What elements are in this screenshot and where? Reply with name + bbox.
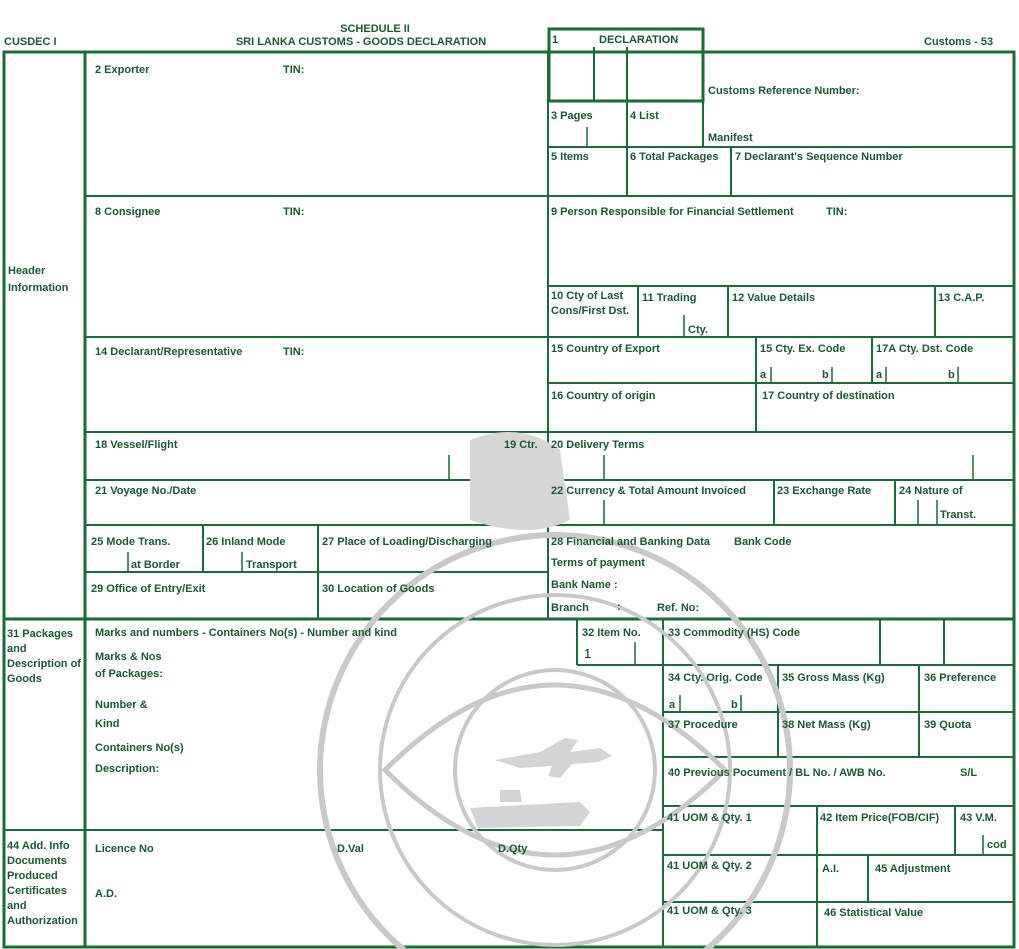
- declarant-label: 14 Declarant/Representative: [95, 346, 243, 358]
- country-origin-label: 16 Country of origin: [551, 390, 656, 402]
- mode-trans-label: 25 Mode Trans.: [91, 536, 171, 548]
- exporter-tin-label: TIN:: [283, 64, 305, 76]
- gross-mass-label: 35 Gross Mass (Kg): [782, 672, 885, 684]
- delivery-terms-label: 20 Delivery Terms: [551, 439, 645, 451]
- dst-code-b: b: [948, 369, 955, 381]
- licence-no-label: Licence No: [95, 843, 154, 855]
- consignee-tin-label: TIN:: [283, 206, 305, 218]
- ex-code-b: b: [822, 369, 829, 381]
- ai-label: A.I.: [822, 863, 840, 875]
- pages-label: 3 Pages: [551, 110, 593, 122]
- form-code: CUSDEC I: [4, 36, 57, 48]
- ex-code-a: a: [760, 369, 767, 381]
- vm-label: 43 V.M.: [960, 812, 997, 824]
- ad-label: A.D.: [95, 888, 117, 900]
- cty-last-label: 10 Cty of Last: [551, 290, 624, 302]
- add-info-label: 44 Add. Info Documents Produced Certificates and Authorization: [7, 840, 78, 927]
- country-destination-label: 17 Country of destination: [762, 390, 895, 402]
- schedule-label: SCHEDULE II: [340, 23, 410, 35]
- item-no-value: 1: [584, 646, 592, 661]
- declarant-tin-label: TIN:: [283, 346, 305, 358]
- procedure-label: 37 Procedure: [668, 719, 738, 731]
- uom-qty-2-label: 41 UOM & Qty. 2: [667, 860, 752, 872]
- trading-cty-label: Cty.: [688, 324, 708, 336]
- adjustment-label: 45 Adjustment: [875, 863, 951, 875]
- ref-no-label: Ref. No:: [657, 602, 700, 614]
- value-details-label: 12 Value Details: [732, 292, 816, 304]
- number-kind-label: Number &: [95, 699, 148, 711]
- cons-first-dst-label: Cons/First Dst.: [551, 305, 630, 317]
- manifest-label: Manifest: [708, 132, 753, 144]
- previous-document-label: 40 Previous Pocument / BL No. / AWB No.: [668, 767, 886, 779]
- ctr-label: 19 Ctr.: [504, 439, 538, 451]
- trading-label: 11 Trading: [642, 292, 697, 304]
- terms-payment-label: Terms of payment: [551, 557, 645, 569]
- description-label: Description:: [95, 763, 160, 775]
- office-entry-label: 29 Office of Entry/Exit: [91, 583, 206, 595]
- declaration-label: DECLARATION: [599, 34, 679, 46]
- uom-qty-1-label: 41 UOM & Qty. 1: [667, 812, 752, 824]
- of-packages-label: of Packages:: [95, 668, 163, 680]
- consignee-label: 8 Consignee: [95, 206, 161, 218]
- containers-label: Containers No(s): [95, 742, 184, 754]
- quota-label: 39 Quota: [924, 719, 972, 731]
- branch-label: Branch: [551, 602, 589, 614]
- exporter-label: 2 Exporter: [95, 64, 150, 76]
- net-mass-label: 38 Net Mass (Kg): [782, 719, 871, 731]
- sequence-number-label: 7 Declarant's Sequence Number: [735, 151, 903, 163]
- orig-code-a: a: [669, 699, 676, 711]
- cty-dst-code-label: 17A Cty. Dst. Code: [876, 343, 974, 355]
- country-export-label: 15 Country of Export: [551, 343, 660, 355]
- declaration-number: 1: [552, 34, 559, 46]
- item-price-label: 42 Item Price(FOB/CIF): [820, 812, 940, 824]
- customs-number: Customs - 53: [924, 36, 994, 48]
- dqty-label: D.Qty: [498, 843, 528, 855]
- person-financial-label: 9 Person Responsible for Financial Settlement: [551, 206, 794, 218]
- place-loading-label: 27 Place of Loading/Discharging: [322, 536, 492, 548]
- vm-cod-label: cod: [987, 839, 1007, 851]
- marks-nos-label: Marks & Nos: [95, 651, 162, 663]
- total-packages-label: 6 Total Packages: [630, 151, 719, 163]
- at-border-label: at Border: [131, 559, 180, 571]
- kind-label: Kind: [95, 718, 120, 730]
- items-label: 5 Items: [551, 151, 589, 163]
- uom-qty-3-label: 41 UOM & Qty. 3: [667, 905, 752, 917]
- preference-label: 36 Preference: [924, 672, 997, 684]
- statistical-value-label: 46 Statistical Value: [824, 907, 924, 919]
- form-title: SRI LANKA CUSTOMS - GOODS DECLARATION: [235, 36, 487, 48]
- sl-label: S/L: [960, 767, 978, 779]
- exchange-rate-label: 23 Exchange Rate: [777, 485, 872, 497]
- currency-label: 22 Currency & Total Amount Invoiced: [551, 485, 746, 497]
- nature-label: 24 Nature of: [899, 485, 963, 497]
- voyage-label: 21 Voyage No./Date: [95, 485, 197, 497]
- dst-code-a: a: [876, 369, 883, 381]
- bank-code-label: Bank Code: [734, 536, 792, 548]
- header-information-label: Header Information: [8, 265, 69, 294]
- location-goods-label: 30 Location of Goods: [322, 583, 435, 595]
- cty-orig-code-label: 34 Cty. Orig. Code: [668, 672, 763, 684]
- cty-ex-code-label: 15 Cty. Ex. Code: [760, 343, 846, 355]
- transport-label: Transport: [246, 559, 297, 571]
- bank-name-label: Bank Name :: [551, 579, 618, 591]
- marks-header-label: Marks and numbers - Containers No(s) - Number and kind: [95, 627, 397, 639]
- cap-label: 13 C.A.P.: [938, 292, 985, 304]
- item-no-label: 32 Item No.: [582, 627, 641, 639]
- list-label: 4 List: [630, 110, 659, 122]
- packages-description-label: 31 Packages and Description of Goods: [7, 628, 81, 685]
- customs-reference-label: Customs Reference Number:: [708, 85, 860, 97]
- transt-label: Transt.: [940, 509, 977, 521]
- dval-label: D.Val: [337, 843, 364, 855]
- orig-code-b: b: [731, 699, 738, 711]
- commodity-label: 33 Commodity (HS) Code: [668, 627, 801, 639]
- inland-mode-label: 26 Inland Mode: [206, 536, 286, 548]
- vessel-flight-label: 18 Vessel/Flight: [95, 439, 178, 451]
- person-financial-tin-label: TIN:: [826, 206, 848, 218]
- financial-banking-label: 28 Financial and Banking Data: [551, 536, 710, 548]
- branch-colon: :: [617, 601, 621, 613]
